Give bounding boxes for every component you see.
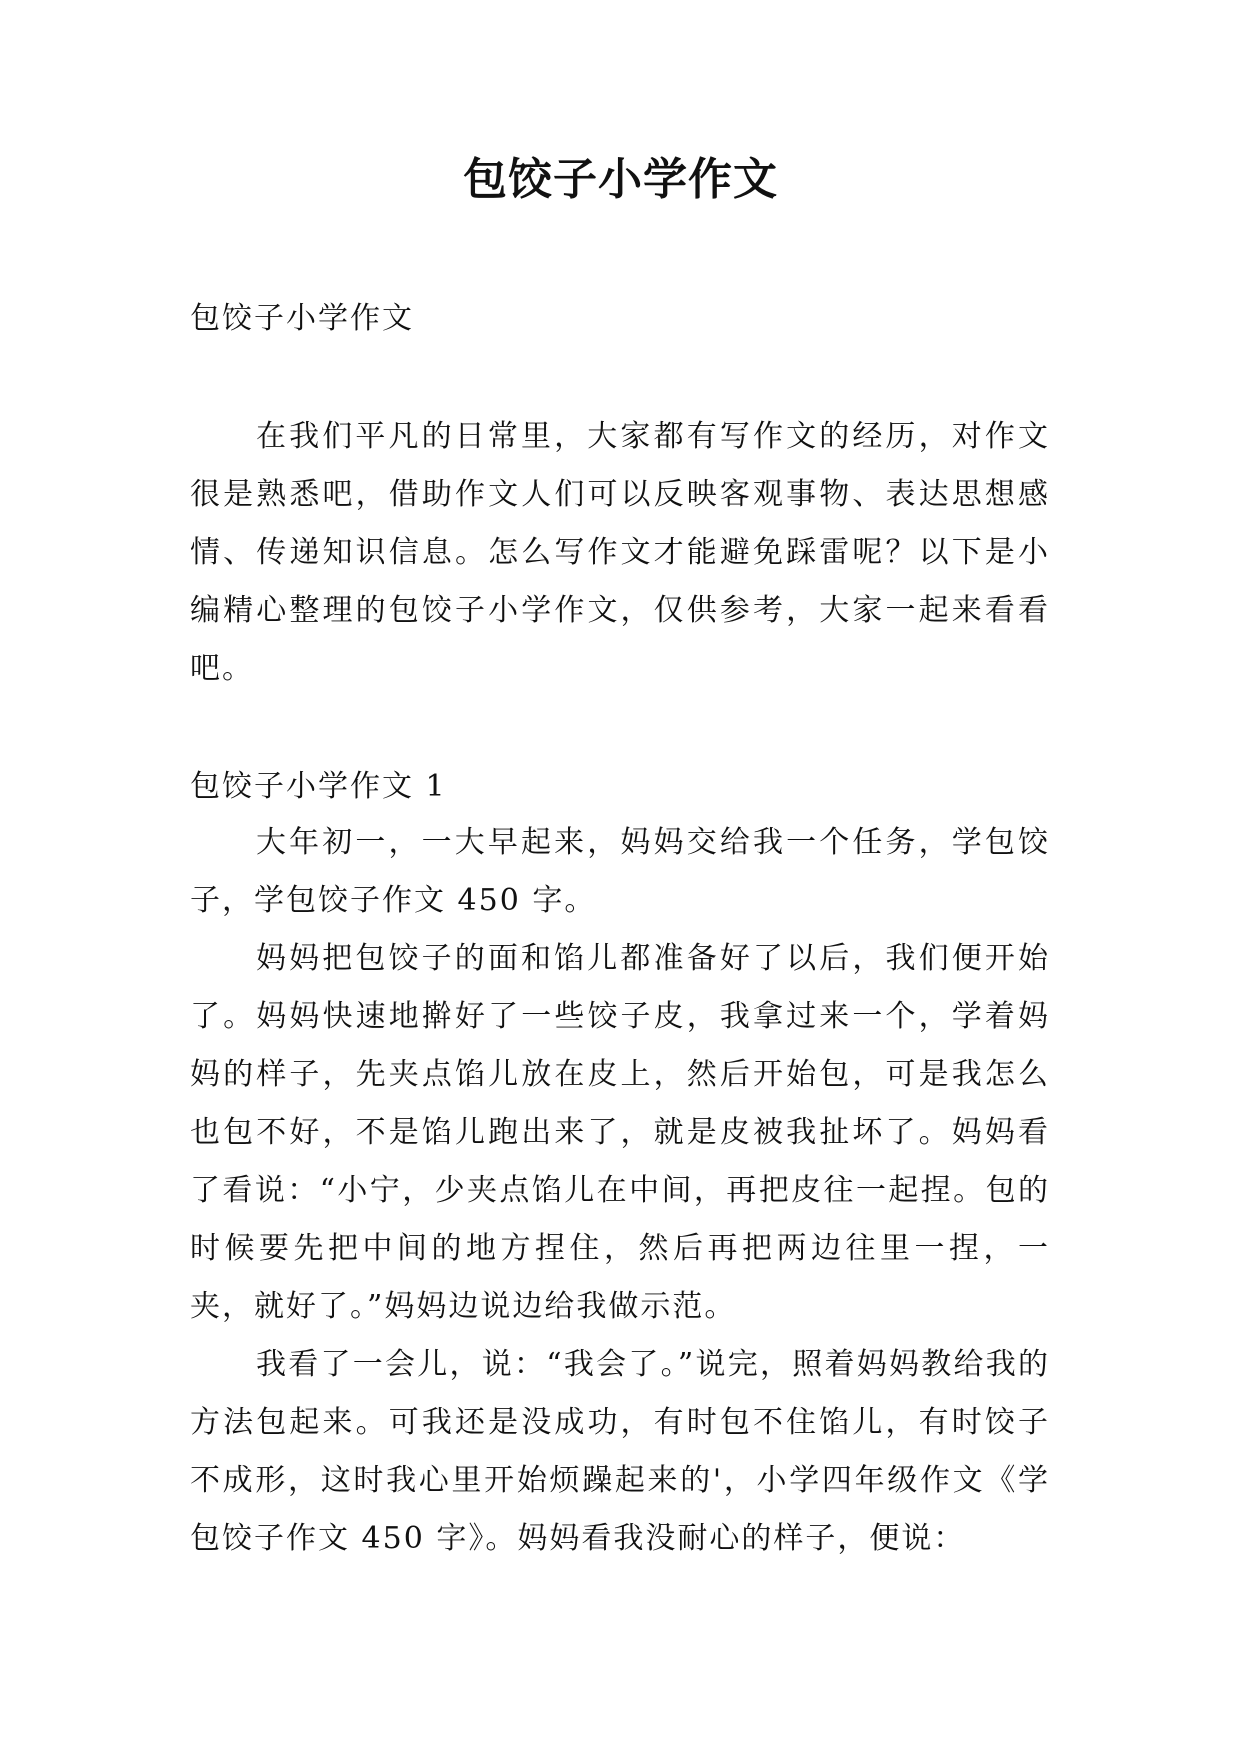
body-paragraph: 我看了一会儿，说：“我会了。”说完，照着妈妈教给我的方法包起来。可我还是没成功，有时包不住馅儿，有时饺子不成形，这时我心里开始烦躁起来的'，小学四年级作文《学包饺子作文 450 字》。妈妈看我没耐心的样子，便说： (190, 1347, 1050, 1556)
document-title: 包饺子小学作文 (463, 154, 778, 205)
body-paragraph: 大年初一，一大早起来，妈妈交给我一个任务，学包饺子，学包饺子作文 450 字。 (190, 825, 1050, 918)
intro-paragraph: 在我们平凡的日常里，大家都有写作文的经历，对作文很是熟悉吧，借助作文人们可以反映客观事物、表达思想感情、传递知识信息。怎么写作文才能避免踩雷呢？以下是小编精心整理的包饺子小学作文，仅供参考，大家一起来看看吧。 (190, 419, 1050, 686)
section-heading: 包饺子小学作文 1 (190, 769, 447, 804)
body-paragraph: 妈妈把包饺子的面和馅儿都准备好了以后，我们便开始了。妈妈快速地擀好了一些饺子皮，我拿过来一个，学着妈妈的样子，先夹点馅儿放在皮上，然后开始包，可是我怎么也包不好，不是馅儿跑出来了，就是皮被我扯坏了。妈妈看了看说：“小宁，少夹点馅儿在中间，再把皮往一起捏。包的时候要先把中间的地方捏住，然后再把两边往里一捏，一夹，就好了。”妈妈边说边给我做示范。 (190, 941, 1050, 1324)
document-subtitle: 包饺子小学作文 (190, 301, 414, 336)
